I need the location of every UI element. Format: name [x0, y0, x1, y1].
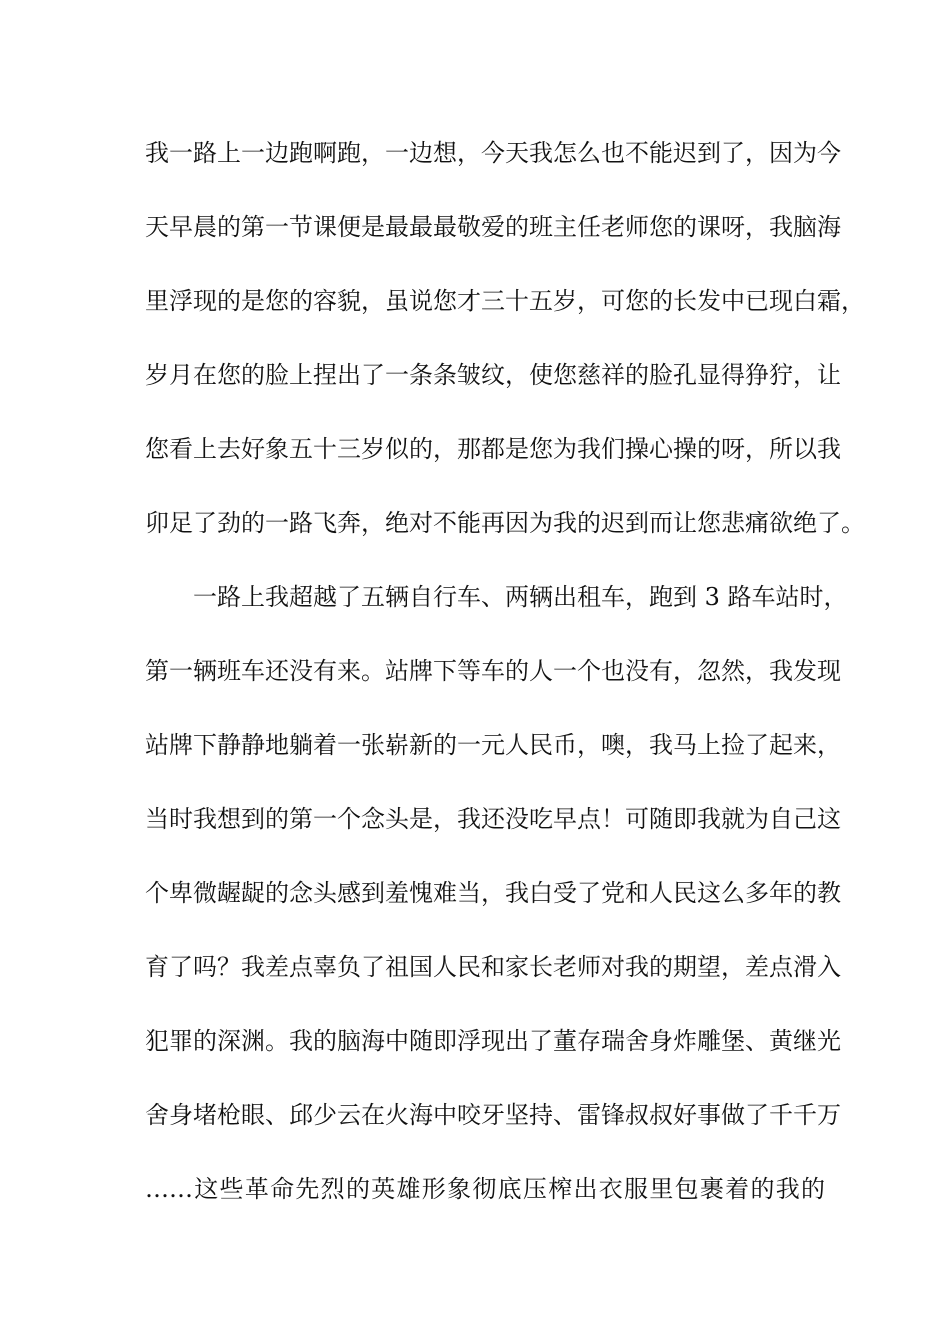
text-line: 岁月在您的脸上捏出了一条条皱纹，使您慈祥的脸孔显得狰狞，让	[145, 361, 841, 389]
body-text	[145, 133, 865, 1243]
text-line: 一路上我超越了五辆自行车、两辆出租车，跑到 3 路车站时，	[193, 583, 848, 611]
text-line: 里浮现的是您的容貌，虽说您才三十五岁，可您的长发中已现白霜，	[145, 287, 865, 315]
text-line: 您看上去好象五十三岁似的，那都是您为我们操心操的呀，所以我	[145, 435, 841, 463]
text-line: 卯足了劲的一路飞奔，绝对不能再因为我的迟到而让您悲痛欲绝了。	[145, 509, 865, 537]
text-line: 天早晨的第一节课便是最最最敬爱的班主任老师您的课呀，我脑海	[145, 213, 841, 241]
text-line: 第一辆班车还没有来。站牌下等车的人一个也没有，忽然，我发现	[145, 657, 841, 685]
text-line: 站牌下静静地躺着一张崭新的一元人民币，噢，我马上捡了起来，	[145, 731, 841, 759]
text-line: 当时我想到的第一个念头是，我还没吃早点！可随即我就为自己这	[145, 805, 841, 833]
paragraph-2	[145, 577, 848, 1243]
text-line: 舍身堵枪眼、邱少云在火海中咬牙坚持、雷锋叔叔好事做了千千万	[145, 1101, 841, 1129]
text-line: 我一路上一边跑啊跑，一边想，今天我怎么也不能迟到了，因为今	[145, 139, 841, 167]
text-line: 育了吗？我差点辜负了祖国人民和家长老师对我的期望，差点滑入	[145, 953, 841, 981]
text-line: 个卑微龌龊的念头感到羞愧难当，我白受了党和人民这么多年的教	[145, 879, 841, 907]
paragraph-1	[145, 133, 865, 577]
text-line: ……这些革命先烈的英雄形象彻底压榨出衣服里包裹着的我的	[145, 1175, 825, 1203]
text-line: 犯罪的深渊。我的脑海中随即浮现出了董存瑞舍身炸雕堡、黄继光	[145, 1027, 841, 1055]
